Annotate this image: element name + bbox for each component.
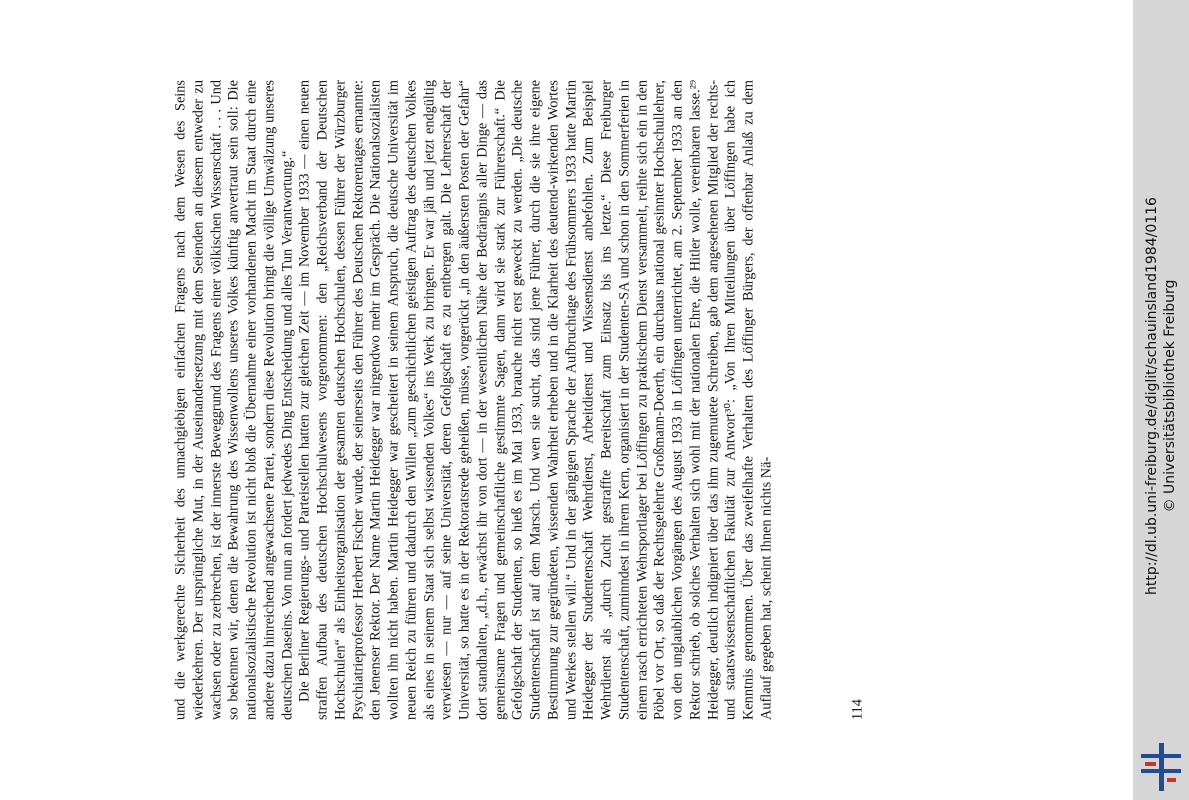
library-logo-icon bbox=[1141, 743, 1181, 791]
sidebar-text bbox=[1143, 0, 1179, 800]
archive-sidebar bbox=[1133, 0, 1189, 800]
rotated-book-page bbox=[173, 80, 888, 720]
copyright-notice: © Universitätsbibliothek Freiburg bbox=[1162, 279, 1178, 513]
page-body-text bbox=[173, 80, 777, 720]
paragraph-1: und die werkgerechte Sicherheit des unnachgiebigen einfachen Fragens nach dem Wesen des Seins wiederkehren. Der ursprüngliche Mut, in der Auseinandersetzung mit dem Seienden an diesem entweder zu wachsen oder zu zerbrechen, ist der innerste Beweggrund des Fragens einer völkischen Wissenschaft . . . Und so bekennen wir, denen die Bewahrung des Wissenwollens unseres Volkes künftig anvertraut sein soll: Die nationalsozialistische Revolution ist nicht bloß die Übernahme einer vorhandenen Macht im Staat durch eine andere dazu hinreichend angewachsene Partei, sondern diese Revolution bringt die völlige Umwälzung unseres deutschen Daseins. Von nun an fordert jedwedes Ding Entscheidung und alles Tun Verantwortung.“ bbox=[172, 80, 295, 720]
permalink-url[interactable]: http://dl.ub.uni-freiburg.de/diglit/schauinsland1984/0116 bbox=[1144, 197, 1160, 595]
page-number: 114 bbox=[849, 699, 866, 720]
paragraph-2: Die Berliner Regierungs- und Parteistellen hatten zur gleichen Zeit — im November 1933 — einen neuen straffen Aufbau des deutschen Hochschulwesens vorgenommen: den „Reichsverband der Deutschen Hochschulen“ als Einheitsorganisation der gesamten deutschen Hochschulen, dessen Führer der Würzburger Psychiatrieprofessor Herbert Fischer wurde, der seinerseits den Führer des Deutschen Rektorentages ernannte: den Jenenser Rektor. Der Name Martin Heidegger war nirgendwo mehr im Gespräch. Die Nationalsozialisten wollten ihn nicht haben. Martin Heidegger war gescheitert in seinem Anspruch, die deutsche Universität im neuen Reich zu führen und dadurch den Willen „zum geschichtlichen geistigen Auftrag des deutschen Volkes als eines in seinem Staat sich selbst wissenden Volkes“ ins Werk zu bringen. Er war jäh und jetzt endgültig verwiesen — nur — auf seine Universität, deren Gefolgschaft es zu entbergen galt. Die Lehrerschaft der Universität, so hatte es in der Rektoratsrede geheißen, müsse, vorgerückt „in den äußersten Posten der Gefahr“ dort standhalten, „d.h., erwächst ihr von dort — in der wesentlichen Nähe der Bedrängnis aller Dinge — das gemeinsame Fragen und gemeinschaftliche gestimmte Sagen, dann wird sie stark zur Führerschaft.“ Die Gefolgschaft der Studenten, so hieß es im Mai 1933, brauche nicht erst geweckt zu werden. „Die deutsche Studentenschaft ist auf dem Marsch. Und wen sie sucht, das sind jene Führer, durch die sie ihre eigene Bestimmung zur gegründeten, wissenden Wahrheit erheben und in die Klarheit des deutend-wirkenden Wortes und Werkes stellen will.“ Und in der gängigen Sprache der Aufbruchtage des Frühsommers 1933 hatte Martin Heidegger der Studentenschaft Wehrdienst, Arbeitdienst und Wissensdienst anbefohlen. Zum Beispiel Wehrdienst als „durch Zucht gestraffte Bereitschaft zum Einsatz bis ins letzte.“ Diese Freiburger Studentenschaft, zuminndest in ihrem Kern, organisiert in der Studenten-SA und schon in den Sommerferien in einem rasch errichteten Wehrsportlager bei Löffingen zu praktischem Dienst versammelt, reihte sich ein in den Pöbel vor Ort, so daß der Rechtsgelehrte Großmann-Doerth, ein durchaus national gesinnter Hochschullehrer, von den unglaublichen Vorgängen des August 1933 in Löffingen unterrichtet, am 2. September 1933 an den Rektor schrieb, ob solches Verhalten sich wohl mit der nationalen Ehre, die Hitler wolle, vereinbaren lasse.²⁹ Heidegger, deutlich indigniert über das ihm zugemutete Schreiben, gab dem angesehenen Mitglied der rechts- und staatswissenschaftlichen Fakultät zur Antwort³⁰: „Von Ihren Mitteilungen über Löffingen habe ich Kenntnis genommen. Über das zweifelhafte Verhalten des Löffinger Bürgers, der offenbar Anlaß zu dem Auflauf gegeben hat, scheint Ihnen nichts Nä- bbox=[296, 80, 775, 720]
